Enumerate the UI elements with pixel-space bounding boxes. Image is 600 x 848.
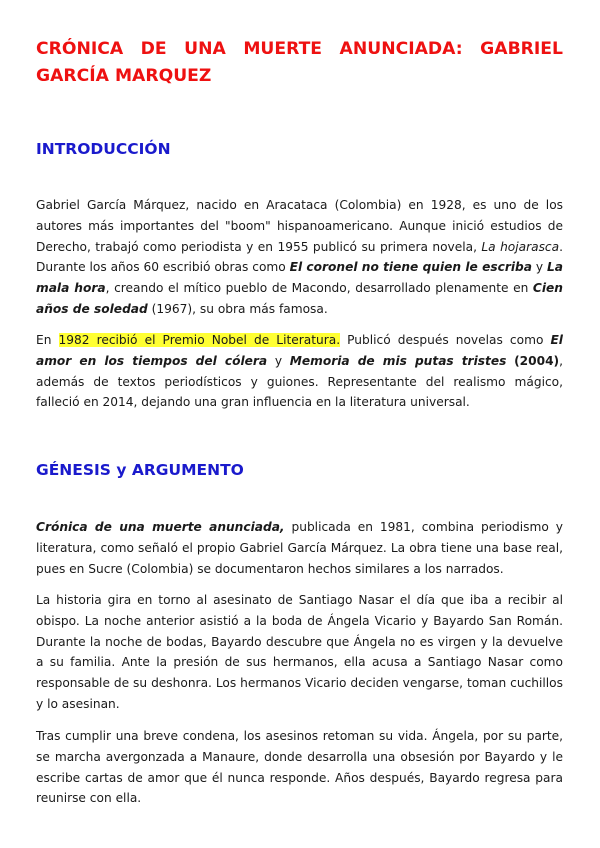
- text-span: Publicó después novelas como: [340, 333, 551, 347]
- genesis-paragraph-1: [36, 517, 563, 579]
- book-title: El amor en los tiempos del cólera: [36, 333, 563, 368]
- text-span: . Durante los años 60 escribió obras como: [36, 239, 563, 275]
- text-span: , creando el mítico pueblo de Macondo, desarrollado plenamente en: [105, 281, 533, 296]
- highlighted-text: 1982 recibió el Premio Nobel de Literatura.: [58, 333, 341, 347]
- book-title: Memoria de mis putas tristes: [289, 353, 507, 368]
- book-title: El coronel no tiene quien le escriba: [289, 260, 532, 275]
- section-heading-introduccion: INTRODUCCIÓN: [36, 140, 171, 158]
- text-span: publicada en 1981, combina periodismo y literatura, como señaló el propio Gabriel García Márquez. La obra tiene una base real, pues en Sucre (Colombia) se documentaron hechos similares a los narrados.: [36, 520, 563, 576]
- text-span: (1967), su obra más famosa.: [147, 301, 328, 316]
- year-bold: (2004): [514, 353, 560, 368]
- text-span: y: [267, 353, 290, 368]
- genesis-paragraph-3: Tras cumplir una breve condena, los asesinos retoman su vida. Ángela, por su parte, se marcha avergonzada a Manaure, donde desarrolla una obsesión por Bayardo y le escribe cartas de amor que él nunca responde. Años después, Bayardo regresa para reunirse con ella.: [36, 729, 563, 806]
- book-title: Cien años de soledad: [36, 281, 563, 316]
- text-span: [506, 354, 514, 368]
- text-span: , además de textos periodísticos y guiones. Representante del realismo mágico, falleció en 2014, dejando una gran influencia en la literatura universal.: [36, 353, 563, 410]
- book-title: Crónica de una muerte anunciada,: [36, 520, 285, 534]
- intro-paragraph-2: [36, 330, 563, 413]
- text-span: y: [531, 260, 547, 275]
- text-span: En: [36, 333, 59, 347]
- text-span: Gabriel García Márquez, nacido en Aracataca (Colombia) en 1928, es uno de los autores más importantes del "boom" hispanoamericano. Aunque inició estudios de Derecho, trabajó como periodista y en 1955 publicó su primera novela,: [36, 198, 563, 254]
- document-title: CRÓNICA DE UNA MUERTE ANUNCIADA: GABRIEL GARCÍA MARQUEZ: [36, 39, 563, 86]
- genesis-paragraph-2: La historia gira en torno al asesinato de Santiago Nasar el día que iba a recibir al obispo. La noche anterior asistió a la boda de Ángela Vicario y Bayardo San Román. Durante la noche de bodas, Bayardo descubre que Ángela no es virgen y la devuelve a su familia. Ante la presión de sus hermanos, ella acusa a Santiago Nasar como responsable de su deshonra. Los hermanos Vicario deciden vengarse, toman cuchillos y lo asesinan.: [36, 593, 563, 711]
- book-title: La mala hora: [36, 260, 563, 296]
- book-title: La hojarasca: [481, 239, 560, 254]
- intro-paragraph-1: [36, 195, 563, 320]
- section-heading-genesis: GÉNESIS y ARGUMENTO: [36, 461, 244, 479]
